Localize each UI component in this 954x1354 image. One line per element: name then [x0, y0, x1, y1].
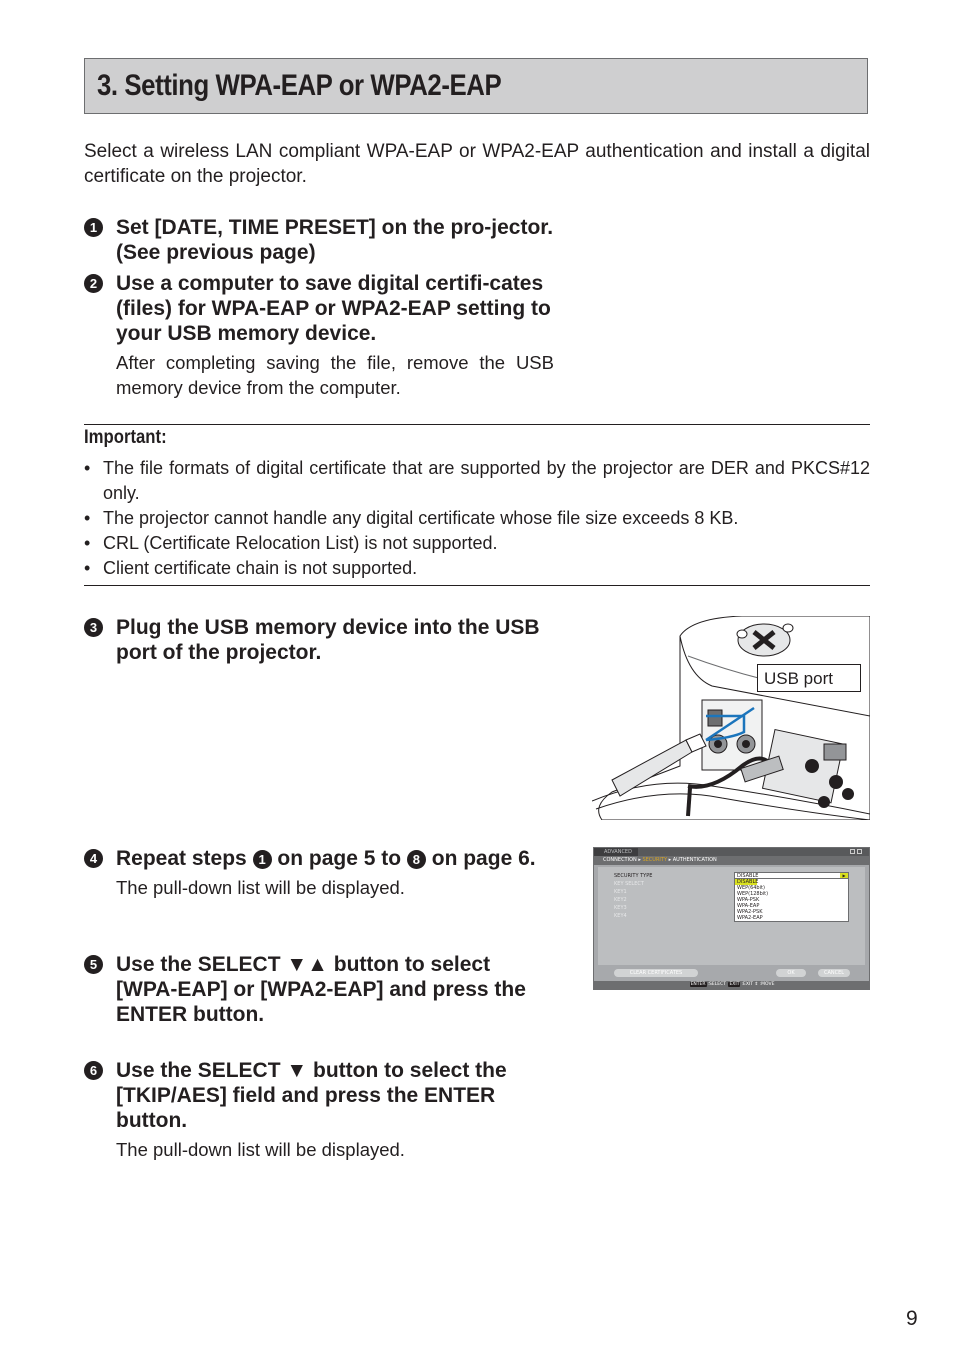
step-heading: Use the SELECT ▼▲ button to select [WPA-EAP] or [WPA2-EAP] and press the ENTER button.: [116, 953, 526, 1026]
projector-usb-illustration: [592, 616, 870, 820]
inline-step-number: 1: [253, 850, 272, 869]
step-description: The pull-down list will be displayed.: [116, 1139, 405, 1160]
page-number: 9: [906, 1307, 918, 1330]
step-2: [84, 271, 554, 400]
step-description: The pull-down list will be displayed.: [116, 877, 405, 898]
important-bottom-rule: [84, 585, 870, 586]
menu-field-labels: [614, 872, 652, 920]
dropdown-option[interactable]: WPA2-PSK: [737, 909, 763, 915]
dropdown-option[interactable]: WPA-PSK: [737, 897, 760, 903]
tab-connection[interactable]: CONNECTION: [603, 857, 637, 863]
field-security-type[interactable]: SECURITY TYPE: [614, 873, 653, 879]
dropdown-option[interactable]: DISABLE: [737, 879, 759, 885]
intro-paragraph: Select a wireless LAN compliant WPA-EAP or WPA2-EAP authentication and install a digital certificate on the projector.: [84, 141, 870, 187]
ok-button[interactable]: OK: [776, 969, 806, 977]
inline-step-number: 8: [407, 850, 426, 869]
dropdown-option[interactable]: WEP(128bit): [737, 891, 769, 897]
step-heading: Use the SELECT ▼ button to select the [TKIP/AES] field and press the ENTER button.: [116, 1059, 507, 1132]
dropdown-options: [734, 879, 849, 922]
important-top-rule: [84, 424, 870, 425]
step-number: 2: [84, 274, 103, 293]
step-4: [84, 846, 554, 900]
field-key4: KEY4: [614, 913, 627, 919]
step-heading: Set [DATE, TIME PRESET] on the pro-jector. (See previous page): [116, 216, 554, 264]
important-item: • The file formats of digital certificate that are supported by the projector are DER and PKCS#12 only.: [84, 456, 870, 506]
menu-tabs: CONNECTION ▸ SECURITY ▸ AUTHENTICATION: [594, 856, 869, 865]
step-number: 5: [84, 955, 103, 974]
dropdown-arrow-icon[interactable]: ▶: [840, 873, 848, 878]
important-item: • CRL (Certificate Relocation List) is not supported.: [84, 531, 870, 556]
step-heading: Use a computer to save digital certifi-cates (files) for WPA-EAP or WPA2-EAP setting to your USB memory device.: [116, 272, 551, 345]
step-number: 4: [84, 849, 103, 868]
menu-help-bar: ENTER :SELECT EXIT :EXIT ⇕ :MOVE: [594, 981, 869, 989]
menu-close-icon: [857, 849, 862, 854]
menu-title-bar: [594, 848, 869, 856]
tab-authentication[interactable]: AUTHENTICATION: [672, 857, 717, 863]
dropdown-selected[interactable]: DISABLE ▶: [734, 872, 849, 879]
step-1: [84, 215, 554, 265]
field-key-select: KEY SELECT: [614, 881, 644, 887]
step-6: [84, 1058, 554, 1162]
step-number: 3: [84, 618, 103, 637]
advanced-menu-screenshot: [593, 847, 870, 990]
section-title: 3. Setting WPA-EAP or WPA2-EAP: [97, 69, 502, 102]
menu-info-icon: [850, 849, 855, 854]
important-list: [84, 456, 870, 581]
step-3: [84, 615, 554, 665]
tab-security[interactable]: SECURITY: [642, 857, 668, 863]
important-label: Important:: [84, 427, 167, 448]
clear-certificates-button[interactable]: CLEAR CERTIFICATES: [614, 969, 698, 977]
menu-window-title: ADVANCED: [604, 849, 632, 855]
dropdown-option[interactable]: WPA-EAP: [737, 903, 760, 909]
step-number: 6: [84, 1061, 103, 1080]
section-title-bar: [84, 58, 868, 114]
cancel-button[interactable]: CANCEL: [818, 969, 850, 977]
security-type-dropdown[interactable]: [734, 872, 849, 922]
exit-key-icon: EXIT: [729, 982, 740, 987]
field-key1: KEY1: [614, 889, 627, 895]
field-key2: KEY2: [614, 897, 627, 903]
field-key3: KEY3: [614, 905, 627, 911]
step-heading: Repeat steps 1 on page 5 to 8 on page 6.: [116, 847, 536, 870]
step-5: [84, 952, 554, 1027]
step-number: 1: [84, 218, 103, 237]
important-item: • The projector cannot handle any digital certificate whose file size exceeds 8 KB.: [84, 506, 870, 531]
dropdown-option[interactable]: WPA2-EAP: [737, 915, 763, 921]
dropdown-option[interactable]: WEP(64bit): [737, 885, 765, 891]
step-description: After completing saving the file, remove the USB memory device from the computer.: [116, 352, 554, 398]
important-item: • Client certificate chain is not supported.: [84, 556, 870, 581]
usb-port-callout: USB port: [757, 664, 861, 692]
enter-key-icon: ENTER: [690, 982, 706, 987]
step-heading: Plug the USB memory device into the USB port of the projector.: [116, 616, 540, 664]
